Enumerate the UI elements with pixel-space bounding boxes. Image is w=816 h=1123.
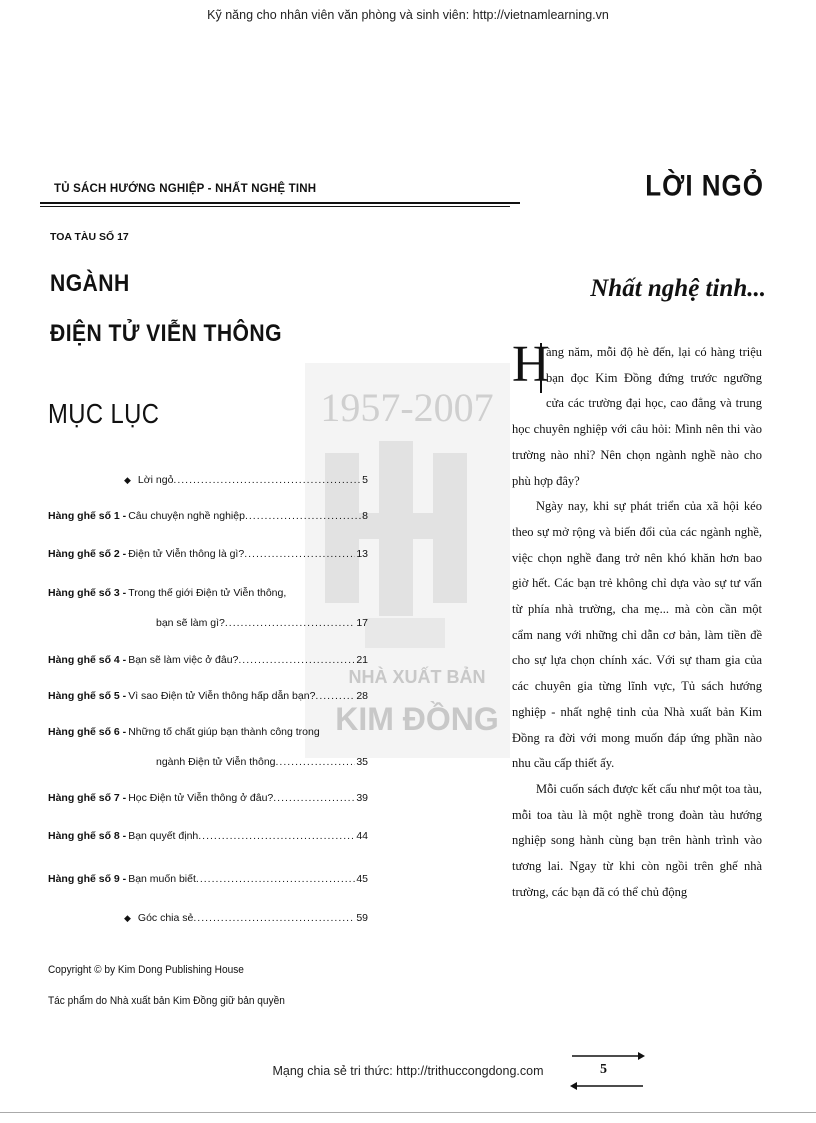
book-title-line2: ĐIỆN TỬ VIỄN THÔNG xyxy=(50,320,282,347)
subheading: Nhất nghệ tinh... xyxy=(590,275,766,302)
toc-entry[interactable]: Hàng ghế số 7 - Học Điện tử Viễn thông ở đâu? ..... 39 xyxy=(48,792,368,804)
footer-text: Mạng chia sẻ tri thức: http://trithuccongdong.com xyxy=(272,1064,544,1078)
series-rule-thin xyxy=(40,206,510,207)
series-title: TỦ SÁCH HƯỚNG NGHIỆP - NHẤT NGHỆ TINH xyxy=(54,183,317,195)
copyright-line: Copyright © by Kim Dong Publishing House xyxy=(48,964,244,976)
body-paragraph: Ngày nay, khi sự phát triển của xã hội kéo theo sự mở rộng và biến đổi của các ngành nghề, việc chọn nghề đang trở nên khó khăn hơn bao giờ hết. Các bạn trẻ không chỉ dựa vào sự tư vấn từ phía nhà trường, cha mẹ... mà còn cần một cẩm nang với những chỉ dẫn cơ bản, làm tiền đề cho sự lựa chọn chính xác. Với sự tham gia của các chuyên gia từng lĩnh vực, Tủ sách hướng nghiệp - nhất nghệ tinh của Nhà xuất bản Kim Đồng ra đời với mong muốn đáp ứng phần nào nhu cầu cấp thiết ấy. xyxy=(512,499,762,771)
toc-entry[interactable]: Hàng ghế số 2 - Điện tử Viễn thông là gì? ..... 13 xyxy=(48,548,368,560)
toc-heading: MỤC LỤC xyxy=(48,398,160,429)
watermark-years: 1957-2007 xyxy=(320,385,494,430)
toc-entry[interactable]: ◆ Góc chia sẻ ..... 59 xyxy=(48,912,368,924)
body-paragraph: H àng năm, mỗi độ hè đến, lại có hàng triệu bạn đọc Kim Đồng đứng trước ngưỡng cửa các trường đại học, cao đẳng và trung học chuyên nghiệp với câu hỏi: Mình nên thi vào trường nào nhỉ? Nên chọn ngành nghề nào cho phù hợp đây? xyxy=(512,336,762,488)
section-heading: LỜI NGỎ xyxy=(645,167,764,203)
watermark-publisher-line1: NHÀ XUẤT BẢN xyxy=(348,667,486,687)
copyright-notice: Tác phẩm do Nhà xuất bản Kim Đồng giữ bản quyền xyxy=(48,995,285,1007)
toc-entry-continued[interactable]: bạn sẽ làm gì? ..... 17 xyxy=(48,617,368,629)
toc-entry[interactable]: ◆ Lời ngỏ ..... 5 xyxy=(48,474,368,486)
book-title-line1: NGÀNH xyxy=(50,270,130,297)
diamond-bullet-icon: ◆ xyxy=(124,913,131,923)
toc-entry[interactable]: Hàng ghế số 3 - Trong thế giới Điện tử Viễn thông, xyxy=(48,587,287,599)
arrow-left-icon[interactable] xyxy=(570,1082,643,1090)
body-paragraph: Mỗi cuốn sách được kết cấu như một toa tàu, mỗi toa tàu là một nghề trong đoàn tàu hướng nghiệp song hành cùng bạn trên hành trình vào tương lai. Ngay từ khi còn ngồi trên ghế nhà trường, các bạn đã có thể chủ động xyxy=(512,781,762,899)
arrow-right-icon[interactable] xyxy=(572,1052,645,1060)
page-nav-arrows xyxy=(570,1048,645,1094)
toc-entry[interactable]: Hàng ghế số 8 - Bạn quyết định ..... 44 xyxy=(48,830,368,842)
car-label: TOA TÀU SỐ 17 xyxy=(50,231,129,243)
toc-entry[interactable]: Hàng ghế số 9 - Bạn muốn biết ..... 45 xyxy=(48,873,368,885)
toc-entry[interactable]: Hàng ghế số 1 - Câu chuyện nghề nghiệp ..... 8 xyxy=(48,510,368,522)
toc-entry[interactable]: Hàng ghế số 4 - Bạn sẽ làm việc ở đâu? ..... 21 xyxy=(48,654,368,666)
body-text-column xyxy=(512,336,762,905)
toc-entry-continued[interactable]: ngành Điện tử Viễn thông ..... 35 xyxy=(48,756,368,768)
series-bar xyxy=(40,183,546,205)
series-rule xyxy=(40,202,520,204)
toc-entry[interactable]: Hàng ghế số 5 - Vì sao Điện tử Viễn thông hấp dẫn bạn? ..... 28 xyxy=(48,690,368,702)
drop-cap: H xyxy=(512,336,550,393)
diamond-bullet-icon: ◆ xyxy=(124,475,131,485)
bottom-rule xyxy=(0,1112,816,1113)
top-header: Kỹ năng cho nhân viên văn phòng và sinh viên: http://vietnamlearning.vn xyxy=(207,8,609,22)
page-number: 5 xyxy=(600,1062,607,1077)
watermark-publisher-line2: KIM ĐỒNG xyxy=(335,701,499,737)
toc-entry[interactable]: Hàng ghế số 6 - Những tố chất giúp bạn thành công trong xyxy=(48,726,320,738)
